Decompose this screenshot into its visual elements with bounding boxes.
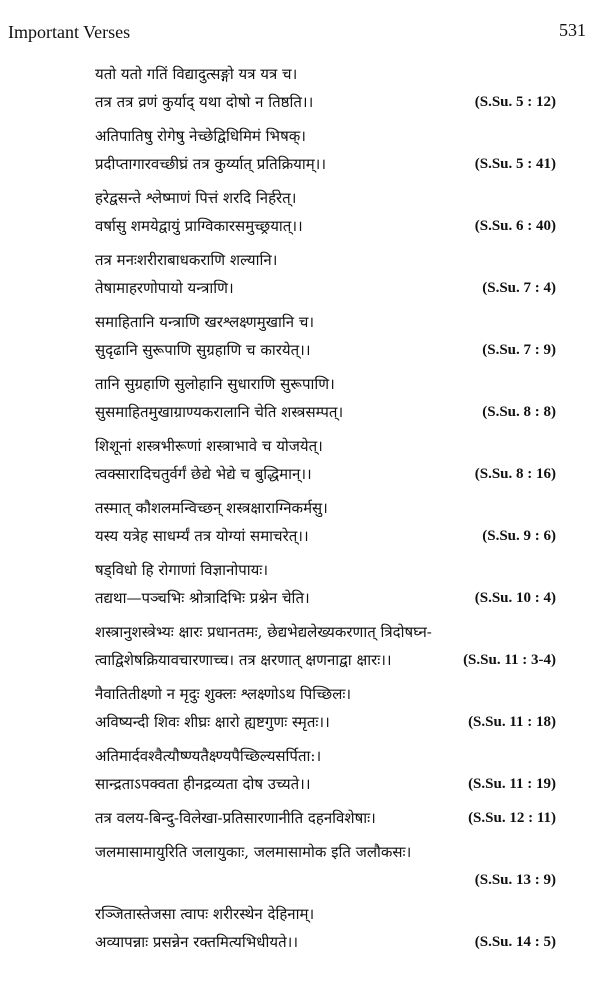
- verse-line: [0, 460, 600, 488]
- verse-text: अतिमार्दवश्वैत्यौष्ण्यतैक्ष्ण्यपैच्छिल्यसर्पिता:।: [95, 747, 322, 765]
- verse-text: तत्र वलय-बिन्दु-विलेखा-प्रतिसारणानीति दहनविशेषाः।: [95, 809, 376, 827]
- verse-text: तानि सुग्रहाणि सुलोहानि सुधाराणि सुरूपाणि।: [95, 375, 335, 393]
- verse-reference: (S.Su. 11 : 18): [468, 714, 556, 730]
- verse-reference: (S.Su. 9 : 6): [482, 528, 556, 544]
- verse-reference-line: [0, 866, 600, 894]
- verse-reference: (S.Su. 7 : 9): [482, 342, 556, 358]
- verse-block: [0, 246, 600, 302]
- verse-reference: (S.Su. 5 : 12): [474, 94, 556, 110]
- verse-line: [0, 770, 600, 798]
- verse-block: [0, 804, 600, 832]
- verse-block: [0, 556, 600, 612]
- verse-reference: (S.Su. 13 : 9): [474, 872, 556, 888]
- verse-block: [0, 680, 600, 736]
- verse-block: [0, 308, 600, 364]
- verse-block: [0, 184, 600, 240]
- verse-text: जलमासामायुरिति जलायुकाः, जलमासामोक इति जलौकसः।: [95, 843, 412, 861]
- verse-text: षड्विधो हि रोगाणां विज्ञानोपायः।: [95, 561, 269, 579]
- verse-text: रञ्जितास्तेजसा त्वापः शरीरस्थेन देहिनाम्।: [95, 905, 315, 923]
- verse-text: समाहितानि यन्त्राणि खरश्लक्ष्णमुखानि च।: [95, 313, 315, 331]
- verse-text: अतिपातिषु रोगेषु नेच्छेद्विधिमिमं भिषक्।: [95, 127, 306, 145]
- verse-block: [0, 370, 600, 426]
- verse-line: [0, 308, 600, 336]
- verse-text: त्वक्सारादिचतुर्वर्गं छेद्ये भेद्ये च बुद्धिमान्।।: [95, 465, 312, 483]
- verse-block: [0, 432, 600, 488]
- verse-line: [0, 88, 600, 116]
- verse-line: [0, 150, 600, 178]
- verse-line: [0, 742, 600, 770]
- verse-reference: (S.Su. 6 : 40): [474, 218, 556, 234]
- running-header-title: Important Verses: [8, 22, 131, 42]
- verse-line: [0, 522, 600, 550]
- verse-reference: (S.Su. 12 : 11): [468, 810, 556, 826]
- verse-line: [0, 646, 600, 674]
- verse-text: सान्द्रताऽपक्वता हीनद्रव्यता दोष उच्यते।।: [95, 775, 311, 793]
- verse-text: प्रदीप्तागारवच्छीघ्रं तत्र कुर्य्यात् प्रतिक्रियाम्।।: [95, 155, 327, 173]
- verse-text: सुसमाहितमुखाग्राण्यकरालानि चेति शस्त्रसम्पत्।: [95, 403, 344, 421]
- verse-text: सुदृढानि सुरूपाणि सुग्रहाणि च कारयेत्।।: [95, 341, 311, 359]
- page-number: 531: [559, 20, 586, 40]
- verse-line: [0, 60, 600, 88]
- verse-line: [0, 494, 600, 522]
- verse-line: [0, 838, 600, 866]
- verse-text: नैवातितीक्ष्णो न मृदुः शुक्लः श्लक्ष्णोऽथ पिच्छिलः।: [95, 685, 352, 703]
- verse-reference: (S.Su. 14 : 5): [474, 934, 556, 950]
- verse-line: [0, 246, 600, 274]
- verse-reference: (S.Su. 10 : 4): [474, 590, 556, 606]
- verse-line: [0, 398, 600, 426]
- verse-reference: (S.Su. 5 : 41): [474, 156, 556, 172]
- verse-text: अव्यापन्नाः प्रसन्नेन रक्तमित्यभिधीयते।।: [95, 933, 299, 951]
- verse-block: [0, 742, 600, 798]
- verse-line: [0, 928, 600, 956]
- verse-line: [0, 584, 600, 612]
- verse-line: [0, 680, 600, 708]
- verse-line: [0, 336, 600, 364]
- verse-text: तस्मात् कौशलमन्विच्छन् शस्त्रक्षाराग्निकर्मसु।: [95, 499, 328, 517]
- verse-text: त्वाद्विशेषक्रियावचारणाच्च। तत्र क्षरणात् क्षणनाद्वा क्षारः।।: [95, 651, 392, 669]
- verse-line: [0, 556, 600, 584]
- verse-block: [0, 60, 600, 116]
- verse-reference: (S.Su. 8 : 16): [474, 466, 556, 482]
- verse-block: [0, 122, 600, 178]
- verse-block: [0, 494, 600, 550]
- verse-line: [0, 708, 600, 736]
- verse-text: यतो यतो गतिं विद्यादुत्सङ्गो यत्र यत्र च।: [95, 65, 298, 83]
- verse-text: यस्य यत्रेह साधर्म्यं तत्र योग्यां समाचरेत्।।: [95, 527, 309, 545]
- verse-text: हरेद्वसन्ते श्लेष्माणं पित्तं शरदि निर्हरेत्।: [95, 189, 297, 207]
- verse-reference: (S.Su. 7 : 4): [482, 280, 556, 296]
- verse-text: तेषामाहरणोपायो यन्त्राणि।: [95, 279, 234, 297]
- verse-reference: (S.Su. 8 : 8): [482, 404, 556, 420]
- verse-text: तत्र मनःशरीराबाधकराणि शल्यानि।: [95, 251, 278, 269]
- verse-reference: (S.Su. 11 : 3-4): [463, 652, 556, 668]
- verse-reference: (S.Su. 11 : 19): [468, 776, 556, 792]
- verse-line: [0, 122, 600, 150]
- verse-text: वर्षासु शमयेद्वायुं प्राग्विकारसमुच्छ्रयात्।।: [95, 217, 303, 235]
- verse-line: [0, 212, 600, 240]
- verse-text: शस्त्रानुशस्त्रेभ्यः क्षारः प्रधानतमः, छेद्यभेद्यलेख्यकरणात् त्रिदोषघ्न-: [95, 623, 432, 641]
- verse-text: तत्र तत्र व्रणं कुर्याद् यथा दोषो न तिष्ठति।।: [95, 93, 314, 111]
- verse-text: शिशूनां शस्त्रभीरूणां शस्त्राभावे च योजयेत्।: [95, 437, 323, 455]
- verse-line: [0, 618, 600, 646]
- verse-block: [0, 618, 600, 674]
- verse-list: [0, 60, 600, 956]
- verse-line: [0, 900, 600, 928]
- verse-block: [0, 900, 600, 956]
- verse-line: [0, 432, 600, 460]
- verse-block: [0, 838, 600, 894]
- verse-line: [0, 804, 600, 832]
- verse-line: [0, 274, 600, 302]
- verse-line: [0, 184, 600, 212]
- verse-line: [0, 370, 600, 398]
- verse-text: अविष्यन्दी शिवः शीघ्रः क्षारो ह्यष्टगुणः स्मृतः।।: [95, 713, 330, 731]
- verse-text: तद्यथा—पञ्चभिः श्रोत्रादिभिः प्रश्नेन चेति।: [95, 589, 310, 607]
